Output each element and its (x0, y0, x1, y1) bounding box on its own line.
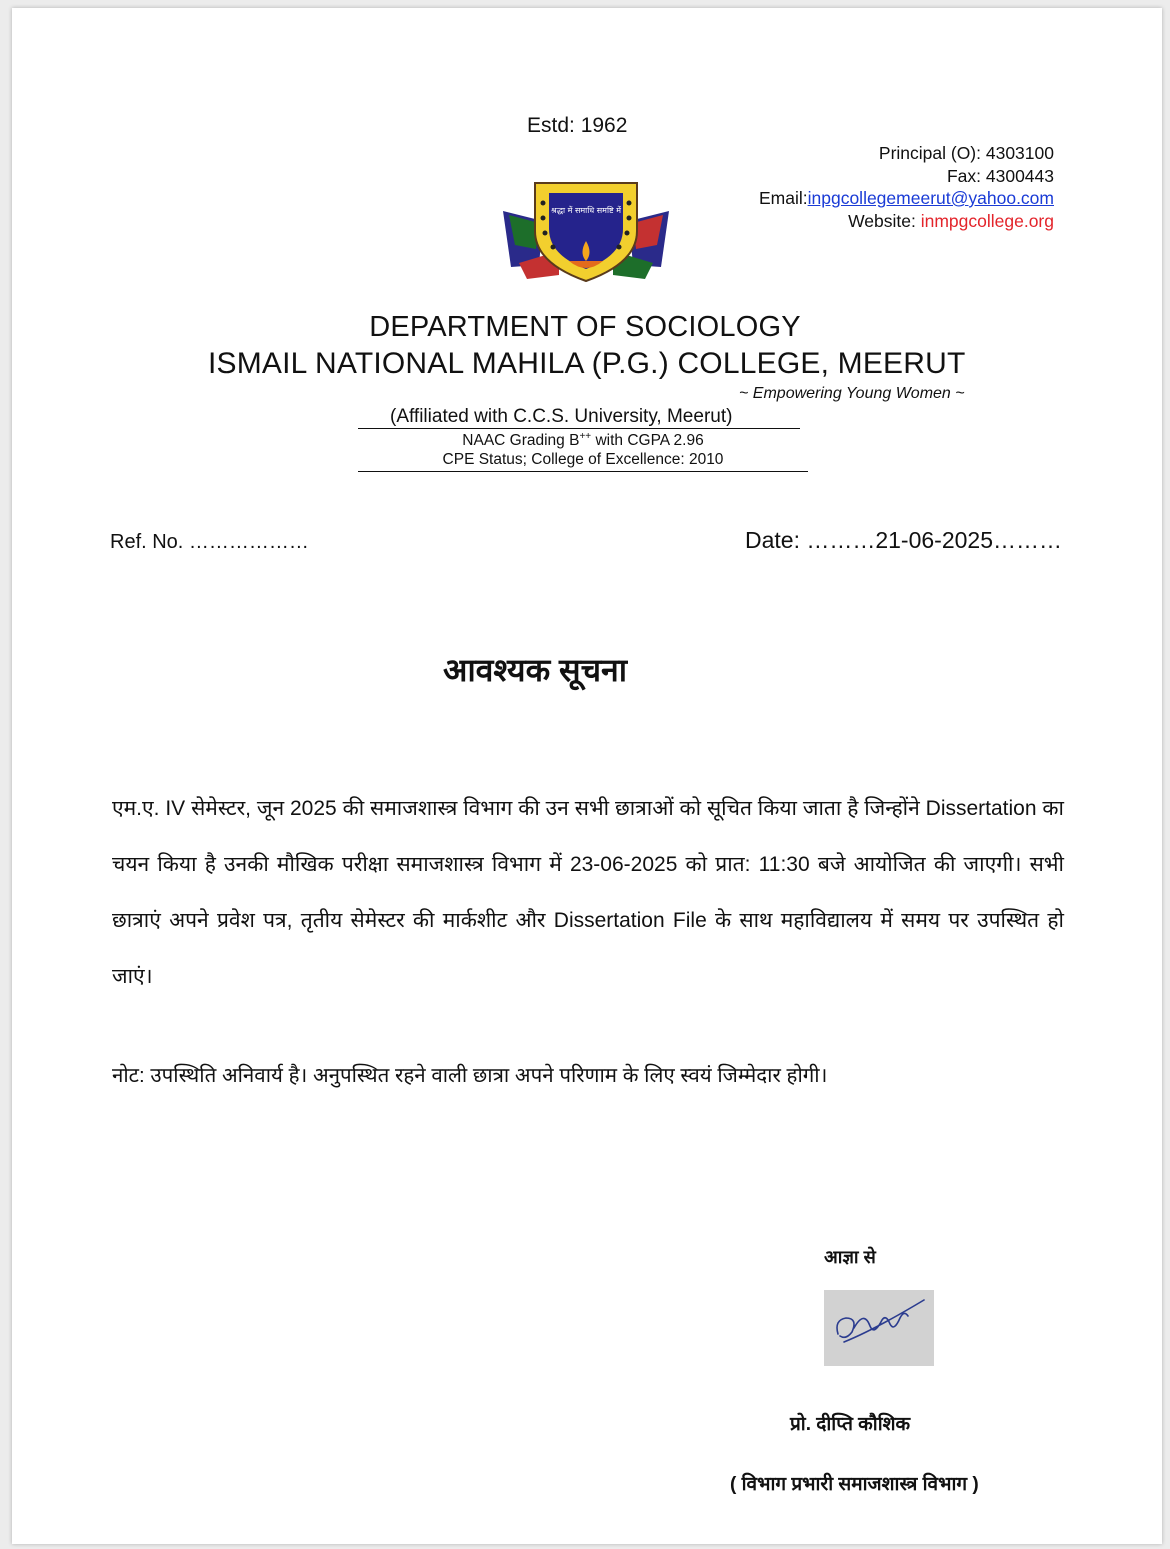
website-link[interactable]: inmpgcollege.org (920, 210, 1054, 231)
principal-phone: Principal (O): 4303100 (878, 143, 1054, 163)
divider (358, 471, 808, 472)
fax-number: Fax: 4300443 (946, 165, 1054, 186)
notice-body: एम.ए. IV सेमेस्टर, जून 2025 की समाजशास्त्र विभाग की उन सभी छात्राओं को सूचित किया जाता है जिन्होंने Dissertation का चयन किया है उनकी मौखिक परीक्षा समाजशास्त्र विभाग में 23-06-2025 को प्रात: 11:30 बजे आयोजित की जाएगी। सभी छात्राएं अपने प्रवेश पत्र, तृतीय सेमेस्टर की मार्कशीट और Dissertation File के साथ महाविद्यालय में समय पर उपस्थित हो जाएं। (112, 797, 1064, 988)
affiliation: (Affiliated with C.C.S. University, Meerut) (390, 406, 733, 427)
college-tagline: ~ Empowering Young Women ~ (739, 385, 965, 402)
logo-motto: श्रद्धा में समाधि समष्टि में (550, 206, 622, 215)
college-name: ISMAIL NATIONAL MAHILA (P.G.) COLLEGE, MEERUT (208, 347, 966, 380)
email-row (759, 187, 1054, 210)
signature-image (824, 1290, 934, 1366)
notice-note: नोट: उपस्थिति अनिवार्य है। अनुपस्थित रहने वाली छात्रा अपने परिणाम के लिए स्वयं जिम्मेदार होगी। (112, 1064, 828, 1087)
college-logo (499, 163, 673, 288)
email-label: Email: (758, 188, 808, 208)
cpe-status: CPE Status; College of Excellence: 2010 (442, 451, 724, 468)
naac-grading: NAAC Grading B++ with CGPA 2.96 (462, 431, 704, 450)
divider (358, 428, 800, 429)
notice-title: आवश्यक सूचना (442, 652, 628, 688)
notice-document (12, 8, 1162, 1544)
email-link[interactable]: inpgcollegemeerut@yahoo.com (807, 188, 1054, 208)
website-label: Website: (848, 210, 916, 231)
notice-date: Date: ………21-06-2025……… (744, 527, 1062, 553)
by-order-label: आज्ञा से (824, 1247, 876, 1267)
contact-block (759, 142, 1054, 232)
website-row (759, 210, 1054, 233)
reference-number: Ref. No. ……………… (110, 531, 309, 553)
established-year: Estd: 1962 (527, 114, 628, 137)
department-name: DEPARTMENT OF SOCIOLOGY (369, 311, 801, 343)
signer-designation: ( विभाग प्रभारी समाजशास्त्र विभाग ) (730, 1474, 979, 1495)
signer-name: प्रो. दीप्ति कौशिक (790, 1414, 911, 1435)
